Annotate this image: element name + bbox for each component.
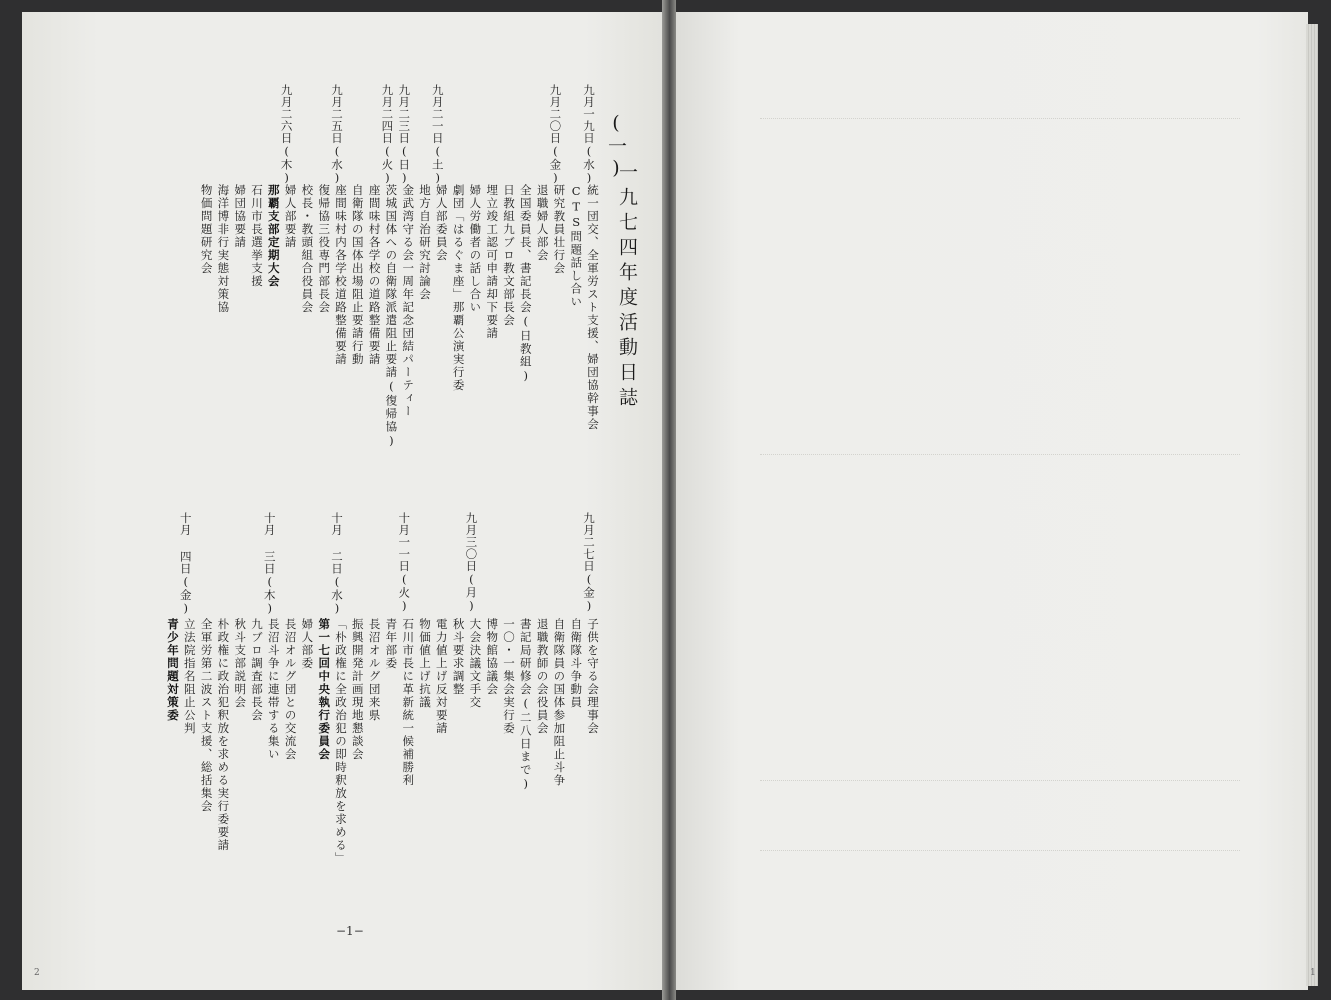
entry-item: 茨城国体への自衛隊派遣阻止要請(復帰協) [384,184,399,449]
entry-item: 校長・教頭組合役員会 [300,184,315,314]
entry-item: 座間味村各学校の道路整備要請 [367,184,382,366]
entry-item: 一〇・一集会実行委 [502,618,516,735]
book-gutter [662,0,676,1000]
entry-item: 物価問題研究会 [199,184,214,275]
entry-date: 十月 三日(木) [262,512,277,616]
entry-item: 劇団「はるぐま座」那覇公演実行委 [451,184,466,392]
entry-item: 九ブロ調査部長会 [250,618,264,722]
entry-item: 博物館協議会 [485,618,500,696]
entry-item: 埋立竣工認可申請却下要請 [485,184,500,340]
entry-item: 振興開発計画現地懇談会 [350,618,365,761]
entry-item: 大会決議文手交 [468,618,483,709]
entry-item: 石川市長に革新統一候補勝利 [401,618,416,787]
entry-item: 日教組九ブロ教文部長会 [502,184,516,327]
entry-item: 第一七回中央執行委員会 [317,618,332,761]
entry-item: 海洋博非行実態対策協 [216,184,231,314]
entry-date: 九月二四日(火) [380,84,395,185]
entry-item: 自衛隊の国体出場阻止要請行動 [350,184,365,366]
entry-item: 座間味村内各学校道路整備要請 [334,184,348,366]
entry-item: 物価値上げ抗議 [418,618,432,709]
entry-item: 立法院指名阻止公判 [182,618,197,735]
entry-item: 婦人労働者の話し合い [468,184,483,314]
entry-item: 秋斗要求調整 [451,618,466,696]
entry-item: 統一団交、全軍労スト支援、婦団協幹事会 [586,184,600,431]
page-title: 一九七四年度活動日誌 [616,162,638,412]
entry-item: 退職教師の会役員会 [535,618,550,735]
corner-mark-right: 1 [1310,968,1316,978]
page-edges [1306,24,1318,986]
entry-item: 子供を守る会理事会 [586,618,600,735]
entry-item: 婦人部委 [300,618,315,670]
entry-date: 十月 四日(金) [178,512,193,616]
entry-item: 青少年問題対策委 [166,618,180,722]
entry-date: 十月一一日(火) [397,512,412,613]
entry-item: 長沼オルグ団来県 [367,618,382,722]
entry-date: 九月二五日(水) [330,84,344,185]
entry-item: 那覇支部定期大会 [266,184,281,288]
entry-item: 青年部委 [384,618,399,670]
entry-item: 自衛隊斗争動員 [569,618,584,709]
entry-item: 地方自治研究討論会 [418,184,432,301]
entry-item: 朴政権に政治犯釈放を求める実行委要請 [216,618,231,852]
page-number: −1− [336,924,364,938]
entry-date: 九月二七日(金) [582,512,596,613]
entry-item: 電力値上げ反対要請 [434,618,449,735]
entry-item: 石川市長選挙支援 [250,184,264,288]
entry-item: 復帰協三役専門部長会 [317,184,332,314]
entry-item: 秋斗支部説明会 [233,618,248,709]
entry-item: 自衛隊員の国体参加阻止斗争 [552,618,567,787]
entry-item: 退職婦人部会 [535,184,550,262]
entry-item: 長沼オルグ団との交流会 [283,618,298,761]
right-page [676,12,1308,990]
corner-mark-left: 2 [34,968,40,978]
entry-item: 全国委員長、書記長会(日教組) [518,184,533,384]
entry-item: 「朴政権に全政治犯の即時釈放を求める」 [334,618,348,865]
entry-item: 長沼斗争に連帯する集い [266,618,281,761]
entry-date: 九月二六日(木) [279,84,294,185]
entry-date: 九月二一日(土) [430,84,445,185]
section-mark: (一) [605,112,627,181]
entry-item: 書記局研修会(二八日まで) [518,618,533,792]
entry-date: 九月一九日(水) [582,84,596,185]
entry-date: 九月三〇日(月) [464,512,479,613]
entry-date: 十月 二日(水) [330,512,344,616]
entry-date: 九月二〇日(金) [548,84,563,185]
entry-item: 婦人部委員会 [434,184,449,262]
entry-item: 研究教員壮行会 [552,184,567,275]
entry-item: 婦人部要請 [283,184,298,249]
entry-date: 九月二三日(日) [397,84,412,185]
entry-item: 全軍労第二波スト支援、総括集会 [199,618,214,813]
entry-item: CTS問題話し合い [569,184,584,309]
entry-item: 婦団協要請 [233,184,248,249]
entry-item: 金武湾守る会一周年記念団結パーティー [401,184,416,418]
